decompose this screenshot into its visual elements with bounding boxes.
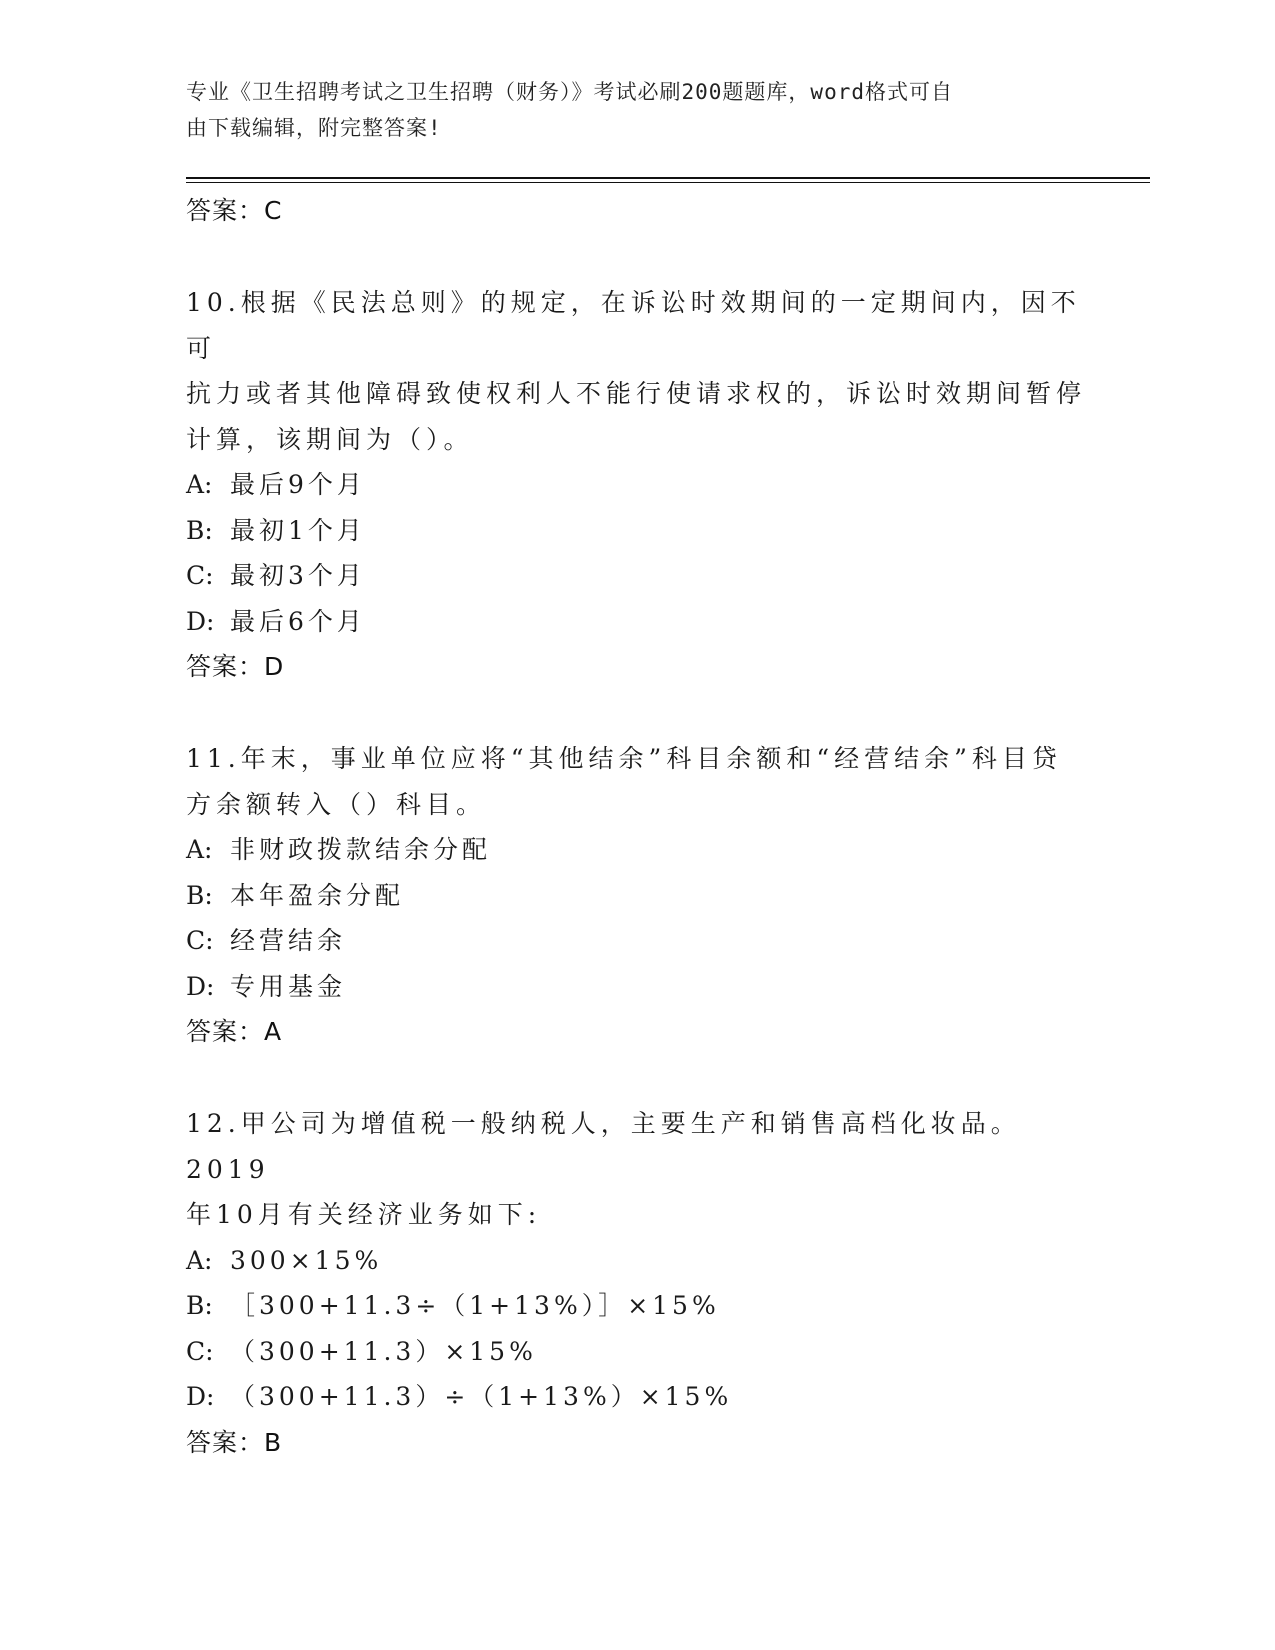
option-text: （300+11.3）÷（1+13%）×15% <box>230 1382 733 1411</box>
question-stem-line: 11.年末，事业单位应将“其他结余”科目余额和“经营结余”科目贷 <box>186 744 1062 773</box>
option-key: A: <box>186 835 213 864</box>
option-d <box>186 599 1086 645</box>
option-text: 最后6个月 <box>230 606 366 636</box>
option-key: C: <box>186 1336 214 1366</box>
option-text: 非财政拨款结余分配 <box>230 835 492 864</box>
option-key: D: <box>186 606 215 636</box>
question-10 <box>186 280 1086 690</box>
option-key: A: <box>186 470 213 499</box>
header-divider-thin <box>186 182 1150 183</box>
option-text: 最后9个月 <box>230 470 366 499</box>
option-text: 最初1个月 <box>230 515 366 545</box>
answer-label: 答案：B <box>186 1427 283 1457</box>
option-text: 300×15% <box>230 1245 383 1275</box>
question-list <box>186 188 1086 1466</box>
option-text: 本年盈余分配 <box>230 880 405 910</box>
previous-answer: 答案：C <box>186 196 283 225</box>
question-stem-line: 计算，该期间为（）。 <box>186 424 474 454</box>
option-text: 最初3个月 <box>230 561 366 590</box>
option-a <box>186 827 1086 873</box>
option-b <box>186 1283 1086 1329</box>
option-key: C: <box>186 561 214 590</box>
question-stem-line: 抗力或者其他障碍致使权利人不能行使请求权的，诉讼时效期间暂停 <box>186 379 1087 408</box>
question-11 <box>186 736 1086 1055</box>
header-line: 由下载编辑，附完整答案! <box>186 116 442 140</box>
option-c <box>186 1329 1086 1375</box>
question-stem-line: 12.甲公司为增值税一般纳税人，主要生产和销售高档化妆品。2019 <box>186 1109 1021 1184</box>
answer-label: 答案：D <box>186 652 285 681</box>
document-header <box>186 74 1066 146</box>
option-a <box>186 462 1086 508</box>
option-d <box>186 1374 1086 1420</box>
option-key: B: <box>186 1291 213 1320</box>
option-key: A: <box>186 1245 213 1275</box>
option-key: B: <box>186 515 213 545</box>
option-a <box>186 1238 1086 1284</box>
header-line: 专业《卫生招聘考试之卫生招聘（财务）》考试必刷200题题库，word格式可自 <box>186 80 953 104</box>
option-key: C: <box>186 926 214 955</box>
option-text: ［300+11.3÷（1+13%）］×15% <box>230 1291 720 1320</box>
option-key: D: <box>186 971 215 1001</box>
question-stem-line: 10.根据《民法总则》的规定，在诉讼时效期间的一定期间内，因不可 <box>186 288 1081 363</box>
option-c <box>186 918 1086 964</box>
answer-label: 答案：A <box>186 1017 283 1046</box>
option-c <box>186 553 1086 599</box>
header-divider <box>186 177 1150 179</box>
option-key: B: <box>186 880 213 910</box>
option-d <box>186 964 1086 1010</box>
option-b <box>186 873 1086 919</box>
question-stem-line: 方余额转入（）科目。 <box>186 789 487 819</box>
option-b <box>186 508 1086 554</box>
option-text: （300+11.3）×15% <box>230 1336 537 1366</box>
option-text: 经营结余 <box>230 926 347 955</box>
question-stem-line: 年10月有关经济业务如下: <box>186 1200 542 1229</box>
question-12 <box>186 1101 1086 1466</box>
option-key: D: <box>186 1382 215 1411</box>
option-text: 专用基金 <box>230 971 347 1001</box>
